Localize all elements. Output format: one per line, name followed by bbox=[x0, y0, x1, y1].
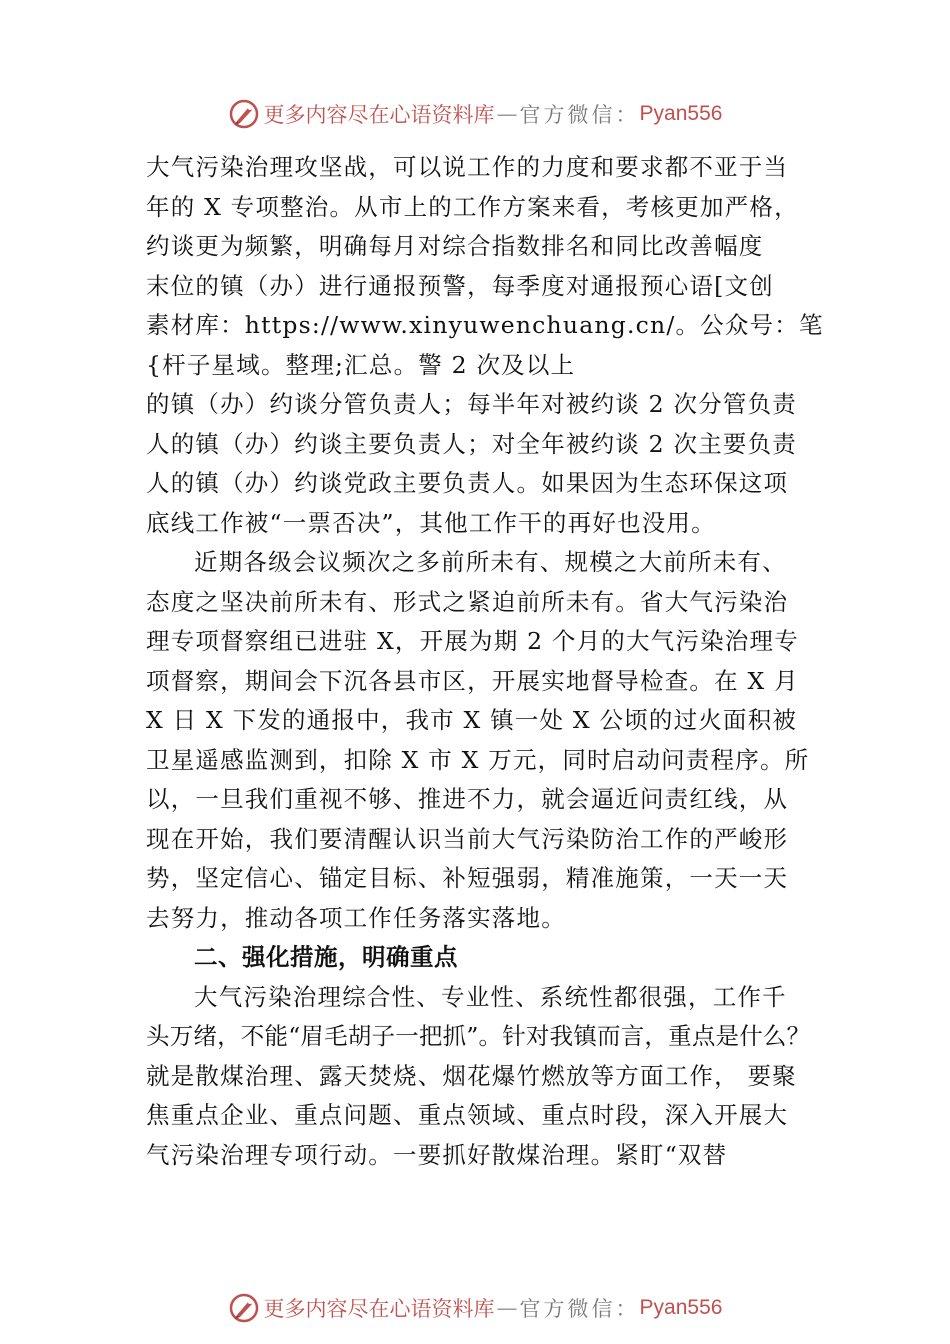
body-line: 就是散煤治理、露天焚烧、烟花爆竹燃放等方面工作， 要聚 bbox=[146, 1061, 797, 1090]
body-line: 势，坚定信心、锚定目标、补短强弱，精准施策，一天一天 bbox=[146, 864, 789, 892]
body-line: 素材库：https://www.xinyuwenchuang.cn/。公众号：笔 bbox=[146, 311, 824, 339]
header-banner bbox=[0, 92, 950, 136]
footer-official-label: 官方微信： bbox=[519, 1297, 640, 1321]
header-wechat-id: Pyan556 bbox=[639, 102, 723, 125]
document-body bbox=[146, 148, 824, 1175]
body-line: 约谈更为频繁，明确每月对综合指数排名和同比改善幅度 bbox=[146, 232, 764, 260]
body-line: 大气污染治理综合性、专业性、系统性都很强，工作千 bbox=[194, 982, 787, 1011]
body-line: 头万绪，不能“眉毛胡子一把抓”。针对我镇而言，重点是什么？ bbox=[146, 1022, 811, 1050]
body-line: 年的 X 专项整治。从市上的工作方案来看，考核更加严格， bbox=[146, 192, 799, 221]
body-line: 以，一旦我们重视不够、推进不力，就会逼近问责红线，从 bbox=[146, 785, 789, 813]
section-heading: 二、强化措施，明确重点 bbox=[194, 943, 458, 971]
body-line: 态度之坚决前所未有、形式之紧迫前所未有。省大气污染治 bbox=[146, 587, 789, 616]
body-line: X 日 X 下发的通报中，我市 X 镇一处 X 公顷的过火面积被 bbox=[146, 706, 798, 734]
body-line: 理专项督察组已进驻 X，开展为期 2 个月的大气污染治理专 bbox=[146, 627, 799, 655]
body-line: 去努力，推动各项工作任务落实落地。 bbox=[146, 903, 566, 932]
body-line: 气污染治理专项行动。一要抓好散煤治理。紧盯“双替 bbox=[146, 1140, 728, 1169]
body-line: 近期各级会议频次之多前所未有、规模之大前所未有、 bbox=[194, 548, 787, 576]
body-line: 焦重点企业、重点问题、重点领域、重点时段，深入开展大 bbox=[146, 1101, 789, 1129]
header-brand-text: 更多内容尽在心语资料库 bbox=[263, 103, 495, 127]
footer-separator: — bbox=[496, 1296, 518, 1320]
pen-logo-icon bbox=[228, 98, 260, 130]
footer-banner bbox=[0, 1286, 950, 1330]
pen-logo-icon bbox=[228, 1292, 260, 1324]
body-line: {杆子星域。整理;汇总。警 2 次及以上 bbox=[146, 350, 576, 379]
body-line: 卫星遥感监测到，扣除 X 市 X 万元，同时启动问责程序。所 bbox=[146, 745, 810, 774]
body-line: 人的镇（办）约谈主要负责人；对全年被约谈 2 次主要负责 bbox=[146, 429, 797, 458]
header-separator: — bbox=[496, 102, 518, 126]
header-official-label: 官方微信： bbox=[519, 103, 640, 127]
body-line: 的镇（办）约谈分管负责人；每半年对被约谈 2 次分管负责 bbox=[146, 390, 797, 418]
body-line: 末位的镇（办）进行通报预警，每季度对通报预心语[文创 bbox=[146, 271, 774, 300]
body-line: 人的镇（办）约谈党政主要负责人。如果因为生态环保这项 bbox=[146, 469, 789, 497]
footer-brand-text: 更多内容尽在心语资料库 bbox=[263, 1297, 495, 1321]
footer-wechat-id: Pyan556 bbox=[639, 1296, 723, 1319]
body-line: 项督察，期间会下沉各县市区，开展实地督导检查。在 X 月 bbox=[146, 666, 799, 695]
body-line: 底线工作被“一票否决”，其他工作干的再好也没用。 bbox=[146, 508, 716, 537]
body-line: 大气污染治理攻坚战，可以说工作的力度和要求都不亚于当 bbox=[146, 153, 789, 181]
body-line: 现在开始，我们要清醒认识当前大气污染防治工作的严峻形 bbox=[146, 824, 789, 853]
